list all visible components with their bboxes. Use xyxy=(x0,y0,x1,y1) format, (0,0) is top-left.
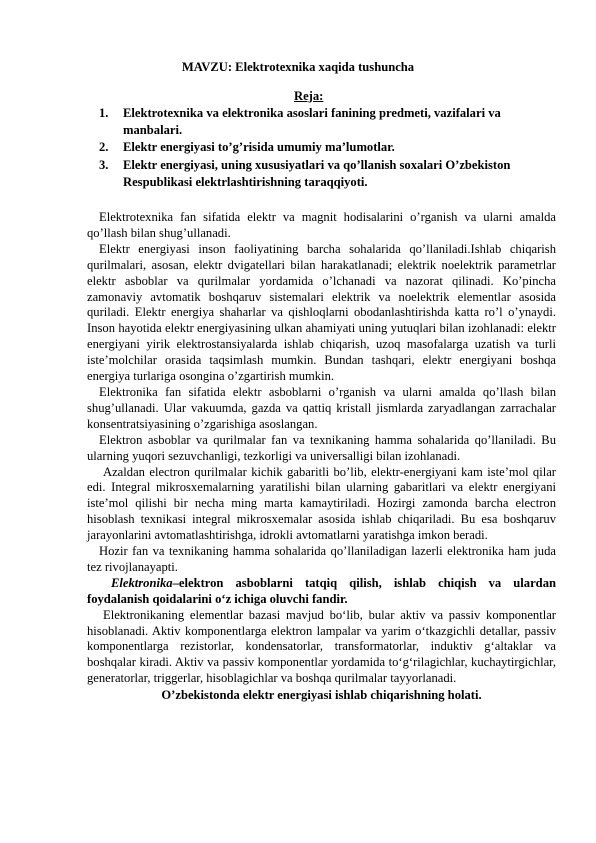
paragraph: Elektr energiyasi inson faoliyatining barcha sohalarida qo’llaniladi.Ishlab chiqarish qurilmalari, asosan, elektr dvigatellari bilan harakatlanadi; elektrik noelektrik parametrlar elektr asboblar va qurilmalar yordamida o’lchanadi va nazorat qilinadi. Ko’pincha zamonaviy avtomatik boshqaruv sistemalari elektrik va noelektrik elementlar asosida quriladi. Elektr energiya shaharlar va qishloqlarni obodanlashtirishda katta ro’l o’ynaydi. Inson hayotida elektr energiyasining ulkan ahamiyati uning yutuqlari bilan izohlanadi: elektr energiyani yirik elektrostansiyalarda ishlab chiqarish, uzoq masofalarga uzatish va turli iste’molchilar orasida taqsimlash mumkin. Bundan tashqari, elektr energiyani boshqa energiya turlariga osongina o’zgartirish mumkin. xyxy=(87,241,556,384)
plan-list xyxy=(99,105,551,191)
page-title: MAVZU: Elektrotexnika xaqida tushuncha xyxy=(181,60,415,74)
plan-item-text: Elektrotexnika va elektronika asoslari fanining predmeti, vazifalari va manbalari. xyxy=(123,106,501,138)
plan-item-number: 3. xyxy=(99,157,109,172)
definition-term: Elektronika xyxy=(111,575,173,590)
plan-item xyxy=(99,105,551,139)
plan-item-text: Elektr energiyasi, uning xususiyatlari va qo’llanish soxalari O’zbekiston Respublikasi elektrlashtirishning taraqqiyoti. xyxy=(123,157,511,189)
paragraph: Elektronikaning elementlar bazasi mavjud bo‘lib, bular aktiv va passiv komponentlar hisoblanadi. Aktiv komponentlarga elektron lampalar va yarim o‘tkazgichli detallar, passiv komponentlarga rezistorlar, kondensatorlar, transformatorlar, induktiv g‘altaklar va boshqalar kiradi. Aktiv va passiv komponentlar yordamida to‘g‘rilagichlar, kuchaytirgichlar, generatorlar, triggerlar, hisoblagichlar va boshqa qurilmalar tayyorlanadi. xyxy=(87,607,556,686)
paragraph: Azaldan electron qurilmalar kichik gabaritli bo’lib, elektr-energiyani kam iste’mol qilar edi. Integral mikrosxemalarning yaratilishi bilan ularning gabaritlari va elektr energiyani iste’mol qilishi bir necha ming marta kamaytiriladi. Hozirgi zamonda barcha electron hisoblash texnikasi integral mikrosxemalar asosida ishlab chiqariladi. Bu esa boshqaruv jarayonlarini avtomatlashtirishga, idrokli avtomatlarni yaratishga imkon beradi. xyxy=(87,464,556,543)
paragraph: Elektronika fan sifatida elektr asboblarni o’rganish va ularni amalda qo’llash bilan shug’ullanadi. Ular vakuumda, gazda va qattiq kristall jismlarda zaryadlangan zarrachalar konsentratsiyasining o’zgarishiga asoslangan. xyxy=(87,384,556,431)
section-heading: O’zbekistonda elektr energiyasi ishlab chiqarishning holati. xyxy=(161,688,482,703)
plan-item-text: Elektr energiyasi to’g’risida umumiy ma’lumotlar. xyxy=(123,140,395,155)
plan-item xyxy=(99,157,551,191)
plan-item xyxy=(99,139,551,156)
paragraph: Hozir fan va texnikaning hamma sohalarida qo’llaniladigan lazerli elektronika ham juda tez rivojlanayapti. xyxy=(87,544,556,574)
document-body xyxy=(87,210,556,704)
plan-heading: Reja: xyxy=(294,89,324,103)
definition-text: –elektron asboblarni tatqiq qilish, ishlab chiqish va ulardan foydalanish qoidalarini o‘z ichiga oluvchi fandir. xyxy=(87,575,556,606)
paragraph: Elektrotexnika fan sifatida elektr va magnit hodisalarini o’rganish va ularni amalda qo’llash bilan shug’ullanadi. xyxy=(87,210,556,240)
plan-item-number: 1. xyxy=(99,106,109,120)
plan-item-number: 2. xyxy=(99,140,109,155)
definition-paragraph xyxy=(87,576,556,608)
paragraph: Elektron asboblar va qurilmalar fan va texnikaning hamma sohalarida qo’llaniladi. Bu ularning yuqori sezuvchanligi, tezkorligi va universalligi bilan izohlanadi. xyxy=(87,432,556,463)
